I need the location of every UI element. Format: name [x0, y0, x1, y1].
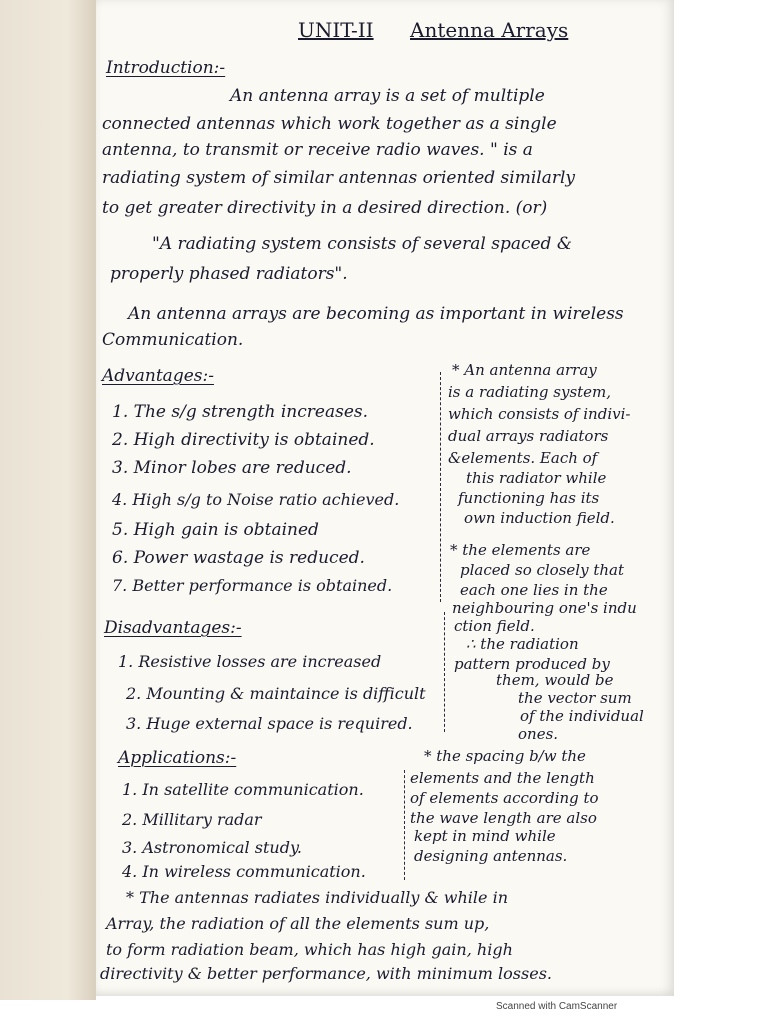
side-note-line: of the individual	[520, 707, 644, 725]
intro-line: An antenna array is a set of multiple	[230, 86, 545, 106]
side-note-line: ction field.	[454, 617, 535, 635]
intro-line: antenna, to transmit or receive radio waves. " is a	[102, 140, 533, 160]
side-note-line: * the spacing b/w the	[424, 747, 586, 765]
unit-label: UNIT-II	[298, 18, 374, 42]
intro-line: connected antennas which work together as a single	[102, 114, 557, 134]
applications-heading: Applications:-	[118, 748, 237, 768]
advantage-item: 6. Power wastage is reduced.	[112, 548, 365, 568]
conclusion-line: Array, the radiation of all the elements sum up,	[106, 914, 490, 933]
page-title: Antenna Arrays	[410, 18, 569, 42]
advantages-heading: Advantages:-	[102, 366, 214, 386]
intro-line: properly phased radiators".	[110, 264, 348, 284]
intro-line: Communication.	[102, 330, 244, 350]
application-item: 3. Astronomical study.	[122, 838, 302, 857]
scanner-watermark: Scanned with CamScanner	[496, 1001, 618, 1012]
side-note-line: kept in mind while	[414, 827, 556, 845]
side-note-line: them, would be	[496, 671, 614, 689]
intro-line: radiating system of similar antennas oriented similarly	[102, 168, 576, 188]
side-note-line: each one lies in the	[460, 581, 608, 599]
side-note-line: neighbouring one's indu	[452, 599, 637, 617]
advantage-item: 4. High s/g to Noise ratio achieved.	[112, 490, 400, 509]
advantage-item: 3. Minor lobes are reduced.	[112, 458, 352, 478]
intro-line: An antenna arrays are becoming as important in wireless	[128, 304, 624, 324]
side-note-line: own induction field.	[464, 509, 615, 527]
column-divider	[444, 612, 445, 732]
page-margin-right	[674, 0, 768, 1000]
side-note-line: designing antennas.	[414, 847, 568, 865]
disadvantage-item: 3. Huge external space is required.	[126, 714, 413, 733]
side-note-line: functioning has its	[458, 489, 600, 507]
application-item: 1. In satellite communication.	[122, 780, 364, 799]
side-note-line: which consists of indivi-	[448, 405, 631, 423]
conclusion-line: directivity & better performance, with minimum losses.	[100, 964, 552, 983]
application-item: 2. Millitary radar	[122, 810, 262, 829]
side-note-line: dual arrays radiators	[448, 427, 609, 445]
intro-line: "A radiating system consists of several spaced &	[152, 234, 572, 254]
side-note-line: ∴ the radiation	[466, 635, 579, 653]
advantage-item: 2. High directivity is obtained.	[112, 430, 375, 450]
conclusion-line: * The antennas radiates individually & while in	[126, 888, 509, 907]
side-note-line: * the elements are	[450, 541, 591, 559]
side-note-line: the vector sum	[518, 689, 632, 707]
side-note-line: placed so closely that	[460, 561, 624, 579]
side-note-line: is a radiating system,	[448, 383, 612, 401]
disadvantage-item: 1. Resistive losses are increased	[118, 652, 382, 671]
side-note-line: pattern produced by	[454, 655, 610, 673]
column-divider	[404, 770, 405, 880]
advantage-item: 5. High gain is obtained	[112, 520, 319, 540]
disadvantages-heading: Disadvantages:-	[104, 618, 242, 638]
conclusion-line: to form radiation beam, which has high gain, high	[106, 940, 513, 959]
intro-line: to get greater directivity in a desired direction. (or)	[102, 198, 548, 218]
side-note-line: the wave length are also	[410, 809, 597, 827]
side-note-line: elements and the length	[410, 769, 595, 787]
page-margin-left	[0, 0, 96, 1000]
side-note-line: * An antenna array	[452, 361, 597, 379]
advantage-item: 7. Better performance is obtained.	[112, 576, 393, 595]
advantage-item: 1. The s/g strength increases.	[112, 402, 369, 422]
side-note-line: this radiator while	[466, 469, 607, 487]
introduction-heading: Introduction:-	[106, 58, 226, 78]
side-note-line: &elements. Each of	[448, 449, 598, 467]
side-note-line: ones.	[518, 725, 559, 743]
column-divider	[440, 372, 441, 602]
application-item: 4. In wireless communication.	[122, 862, 366, 881]
disadvantage-item: 2. Mounting & maintaince is difficult	[126, 684, 426, 703]
side-note-line: of elements according to	[410, 789, 599, 807]
